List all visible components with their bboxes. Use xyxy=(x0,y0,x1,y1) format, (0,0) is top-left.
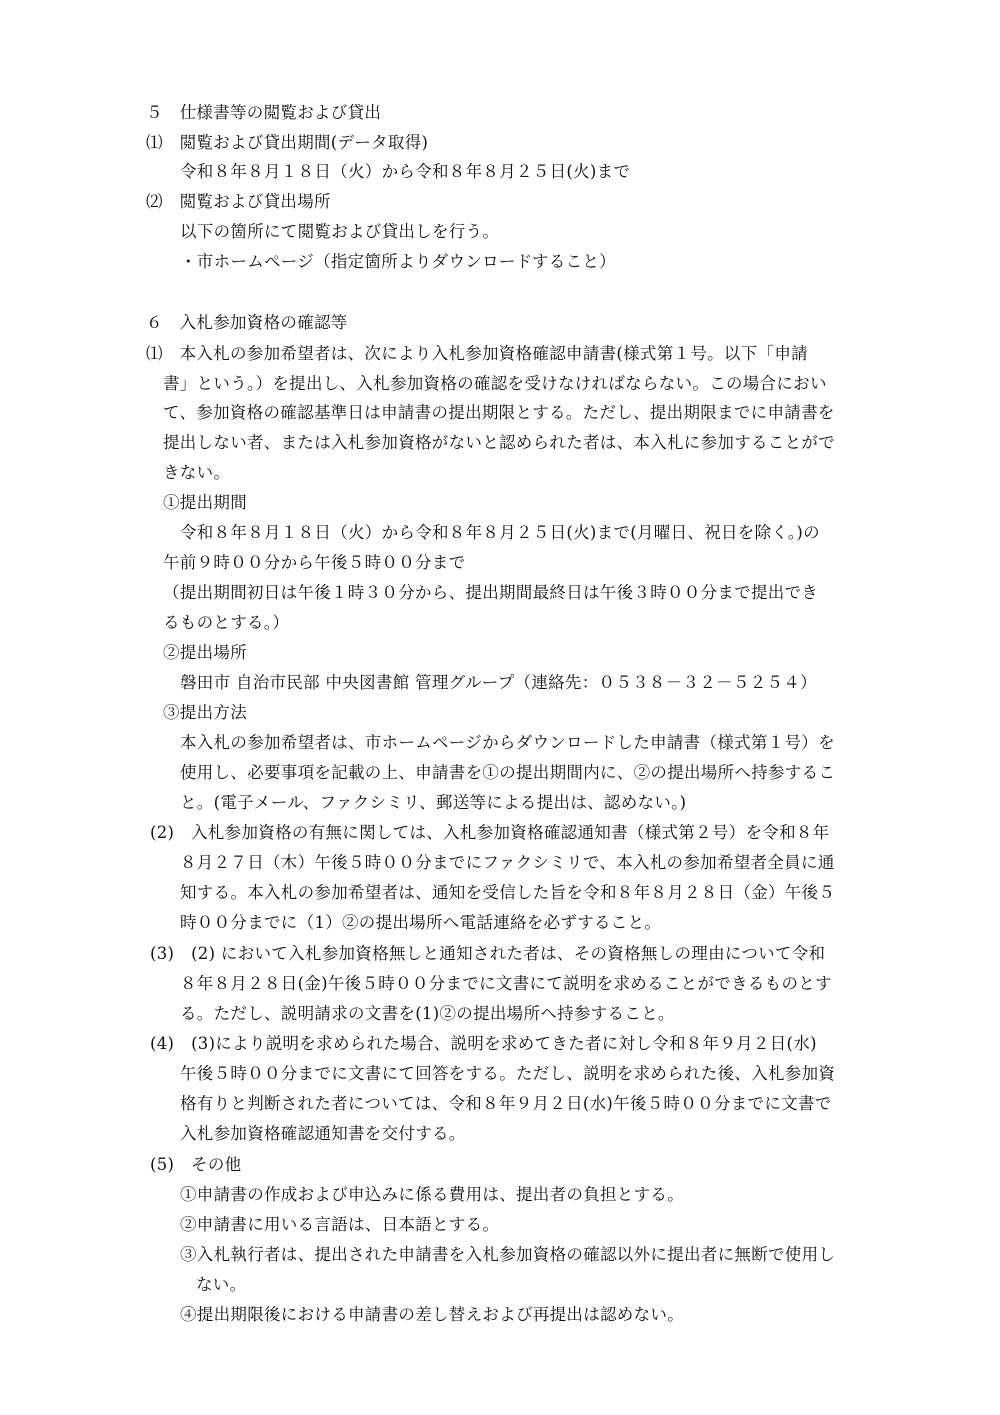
section5-item2-title: ⑵ 閲覧および貸出場所 xyxy=(146,192,331,211)
section6-p2-line: 知する。本入札の参加希望者は、通知を受信した旨を令和８年８月２８日（金）午後５ xyxy=(180,883,836,902)
sub1-line: （提出期間初日は午後１時３０分から、提出期間最終日は午後３時００分まで提出でき xyxy=(163,583,819,602)
section5-item2-text: 以下の箇所にて閲覧および貸出しを行う。 xyxy=(180,222,500,241)
sub3-title: ③提出方法 xyxy=(163,703,247,722)
section6-p3-line: ８年８月２８日(金)午後５時００分までに文書にて説明を求めることができるものとす xyxy=(180,974,832,993)
sub1-line: 令和８年８月１８日（火）から令和８年８月２５日(火)まで(月曜日、祝日を除く。)の xyxy=(180,523,820,542)
sub3-line: と。(電子メール、ファクシミリ、郵送等による提出は、認めない。) xyxy=(180,793,687,812)
section5-item2-bullet: ・市ホームページ（指定箇所よりダウンロードすること） xyxy=(180,252,616,271)
section5-item1-period: 令和８年８月１８日（火）から令和８年８月２５日(火)まで xyxy=(180,162,631,181)
section6-heading: ６ 入札参加資格の確認等 xyxy=(146,313,348,332)
section6-p1-line: 提出しない者、または入札参加資格がないと認められた者は、本入札に参加することがで xyxy=(163,433,835,452)
section6-p3-line: (3) (2) において入札参加資格無しと通知された者は、その資格無しの理由について令和 xyxy=(150,944,826,963)
section6-p2-line: (2) 入札参加資格の有無に関しては、入札参加資格確認通知書（様式第２号）を令和８年 xyxy=(150,823,830,842)
section6-p5-item: ②申請書に用いる言語は、日本語とする。 xyxy=(180,1215,500,1234)
section6-p5-item: ①申請書の作成および申込みに係る費用は、提出者の負担とする。 xyxy=(180,1185,684,1204)
section5-item1-title: ⑴ 閲覧および貸出期間(データ取得) xyxy=(146,133,429,152)
sub3-line: 使用し、必要事項を記載の上、申請書を①の提出期間内に、②の提出場所へ持参するこ xyxy=(180,763,836,782)
sub1-line: 午前９時００分から午後５時００分まで xyxy=(163,553,466,572)
sub2-text: 磐田市 自治市民部 中央図書館 管理グループ（連絡先：０５３８－３２－５２５４） xyxy=(180,673,817,692)
section6-p5-item: ④提出期限後における申請書の差し替えおよび再提出は認めない。 xyxy=(180,1305,684,1324)
section6-p2-line: 時００分までに（1）②の提出場所へ電話連絡を必ずすること。 xyxy=(180,913,662,932)
section6-p4-line: 格有りと判断された者については、令和８年９月２日(水)午後５時００分までに文書で xyxy=(180,1094,832,1113)
section6-p1-line: ⑴ 本入札の参加希望者は、次により入札参加資格確認申請書(様式第１号。以下「申請 xyxy=(146,344,808,363)
sub2-title: ②提出場所 xyxy=(163,643,247,662)
section6-p4-line: 午後５時００分までに文書にて回答をする。ただし、説明を求められた後、入札参加資 xyxy=(180,1064,836,1083)
sub1-line: るものとする。） xyxy=(163,613,290,632)
section6-p1-line: 書」という。）を提出し、入札参加資格の確認を受けなければならない。この場合におい xyxy=(163,374,827,393)
section6-p5-title: (5) その他 xyxy=(150,1155,242,1174)
sub3-line: 本入札の参加希望者は、市ホームページからダウンロードした申請書（様式第１号）を xyxy=(180,733,835,752)
section6-p5-item: ない。 xyxy=(196,1275,247,1294)
section6-p5-item: ③入札執行者は、提出された申請書を入札参加資格の確認以外に提出者に無断で使用し xyxy=(180,1245,836,1264)
section6-p4-line: 入札参加資格確認通知書を交付する。 xyxy=(180,1124,466,1143)
section6-p2-line: ８月２７日（木）午後５時００分までにファクシミリで、本入札の参加希望者全員に通 xyxy=(180,853,835,872)
sub1-title: ①提出期間 xyxy=(163,493,247,512)
section6-p1-line: て、参加資格の確認基準日は申請書の提出期限とする。ただし、提出期限までに申請書を xyxy=(163,403,835,422)
section6-p3-line: る。ただし、説明請求の文書を(1)②の提出場所へ持参すること。 xyxy=(180,1004,675,1023)
section5-heading: ５ 仕様書等の閲覧および貸出 xyxy=(146,103,382,122)
section6-p4-line: (4) (3)により説明を求められた場合、説明を求めてきた者に対し令和８年９月２日(水) xyxy=(150,1034,817,1053)
section6-p1-line: きない。 xyxy=(163,463,231,482)
